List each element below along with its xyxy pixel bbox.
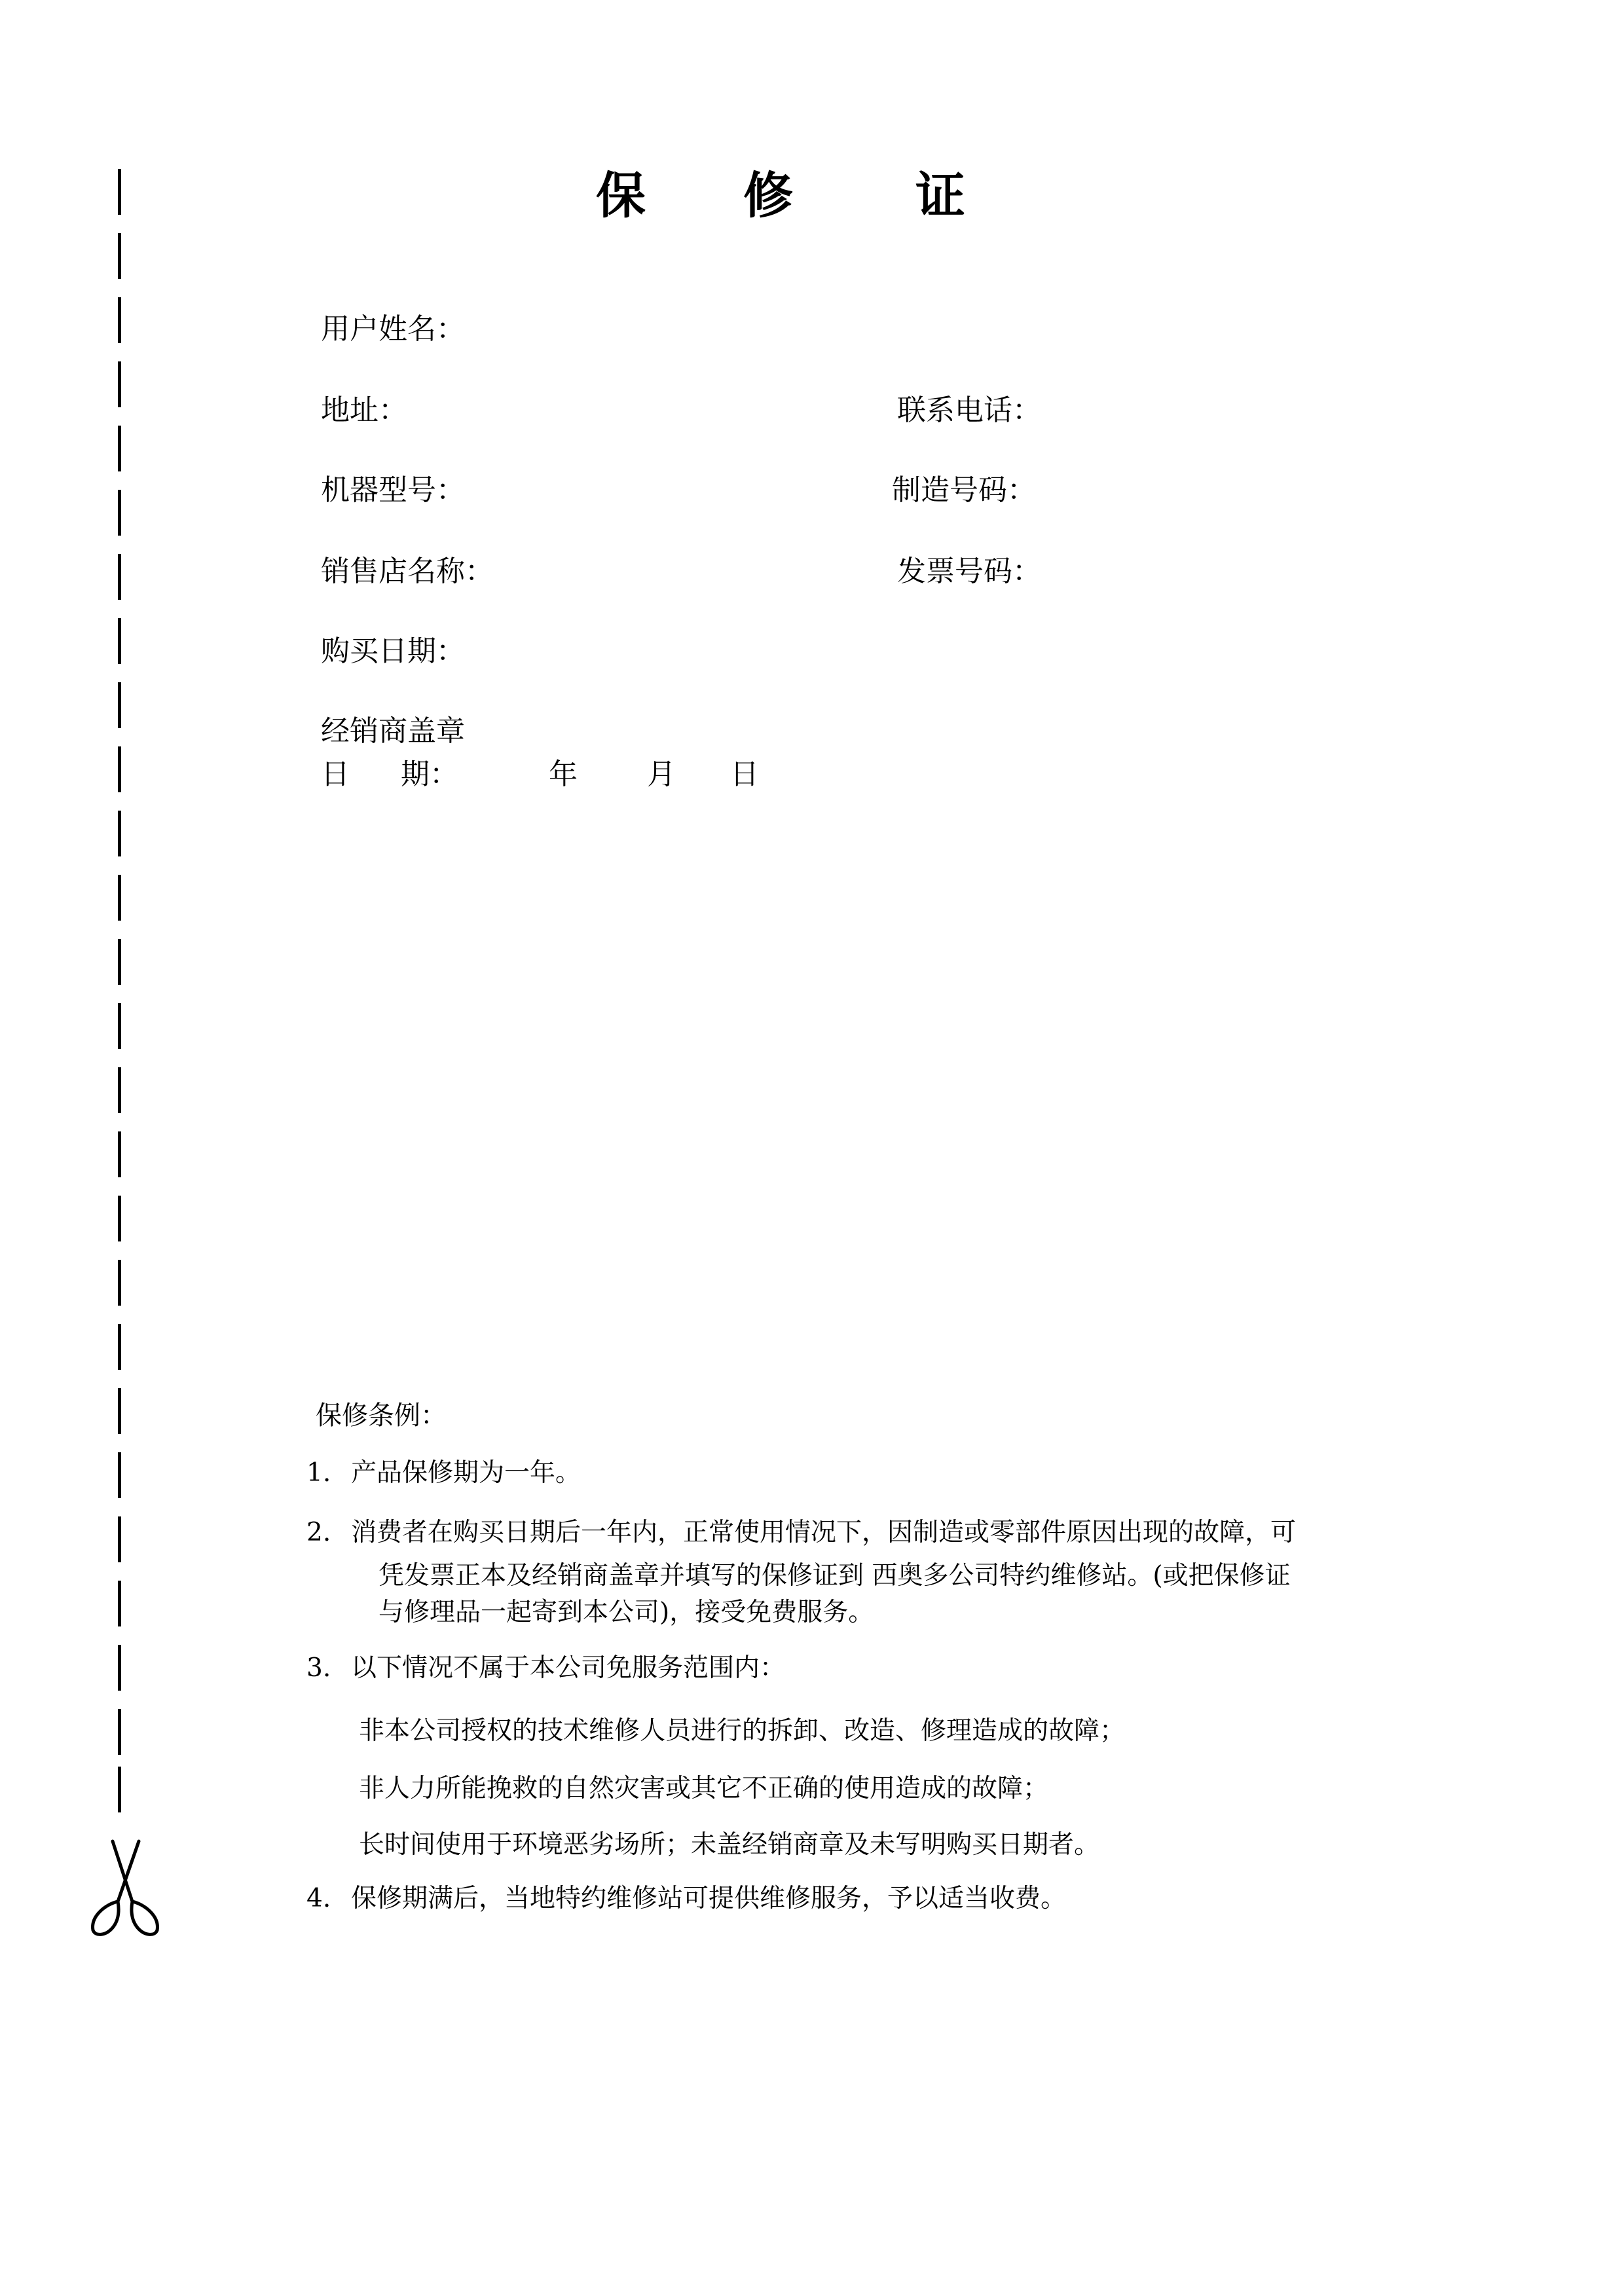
rule-2-text-line-3: 与修理品一起寄到本公司)，接受免费服务。 [378, 1598, 874, 1627]
title-char: 保 [596, 166, 646, 225]
rule-3-number: 3. [306, 1653, 331, 1683]
rule-1-text: 产品保修期为一年。 [351, 1458, 581, 1488]
phone-label: 联系电话： [897, 394, 1041, 427]
user-name-label: 用户姓名： [321, 312, 465, 346]
scissors-icon [86, 1839, 164, 1938]
purchase-date-label: 购买日期： [321, 634, 465, 668]
rule-3 [306, 1650, 785, 1687]
rule-3-item-a: 非本公司授权的技术维修人员进行的拆卸、改造、修理造成的故障； [359, 1716, 1126, 1746]
rule-4 [306, 1881, 1066, 1917]
rule-2-number: 2. [306, 1518, 331, 1547]
rule-2-text-line-1: 消费者在购买日期后一年内，正常使用情况下，因制造或零部件原因出现的故障，可 [351, 1518, 1297, 1547]
date-month: 月 [647, 758, 676, 791]
invoice-label: 发票号码： [897, 555, 1041, 588]
store-label: 销售店名称： [321, 555, 494, 588]
title-char: 证 [915, 166, 965, 225]
rule-3-item-c: 长时间使用于环境恶劣场所；未盖经销商章及未写明购买日期者。 [359, 1830, 1100, 1860]
date-ri: 日 [321, 758, 350, 791]
date-qi: 期： [401, 758, 458, 791]
rule-1-number: 1. [306, 1458, 331, 1488]
cut-line [118, 169, 122, 1812]
model-label: 机器型号： [321, 473, 465, 507]
date-year: 年 [549, 758, 578, 791]
serial-label: 制造号码： [892, 473, 1036, 507]
rules-heading: 保修条例： [316, 1401, 447, 1431]
rule-1 [306, 1455, 581, 1492]
rule-4-number: 4. [306, 1884, 331, 1913]
rule-2 [306, 1515, 1296, 1551]
date-day: 日 [730, 758, 759, 791]
dealer-stamp-label: 经销商盖章 [321, 714, 465, 748]
rule-3-item-b: 非人力所能挽救的自然灾害或其它不正确的使用造成的故障； [359, 1774, 1049, 1803]
rule-4-text: 保修期满后，当地特约维修站可提供维修服务，予以适当收费。 [351, 1884, 1067, 1913]
rule-2-text-line-2: 凭发票正本及经销商盖章并填写的保修证到 西奥多公司特约维修站。(或把保修证 [378, 1561, 1291, 1590]
title-char: 修 [743, 166, 793, 225]
stamp-date-line [321, 750, 845, 790]
address-label: 地址： [321, 394, 407, 427]
rule-3-text: 以下情况不属于本公司免服务范围内： [351, 1653, 786, 1683]
page-title [0, 156, 1624, 228]
